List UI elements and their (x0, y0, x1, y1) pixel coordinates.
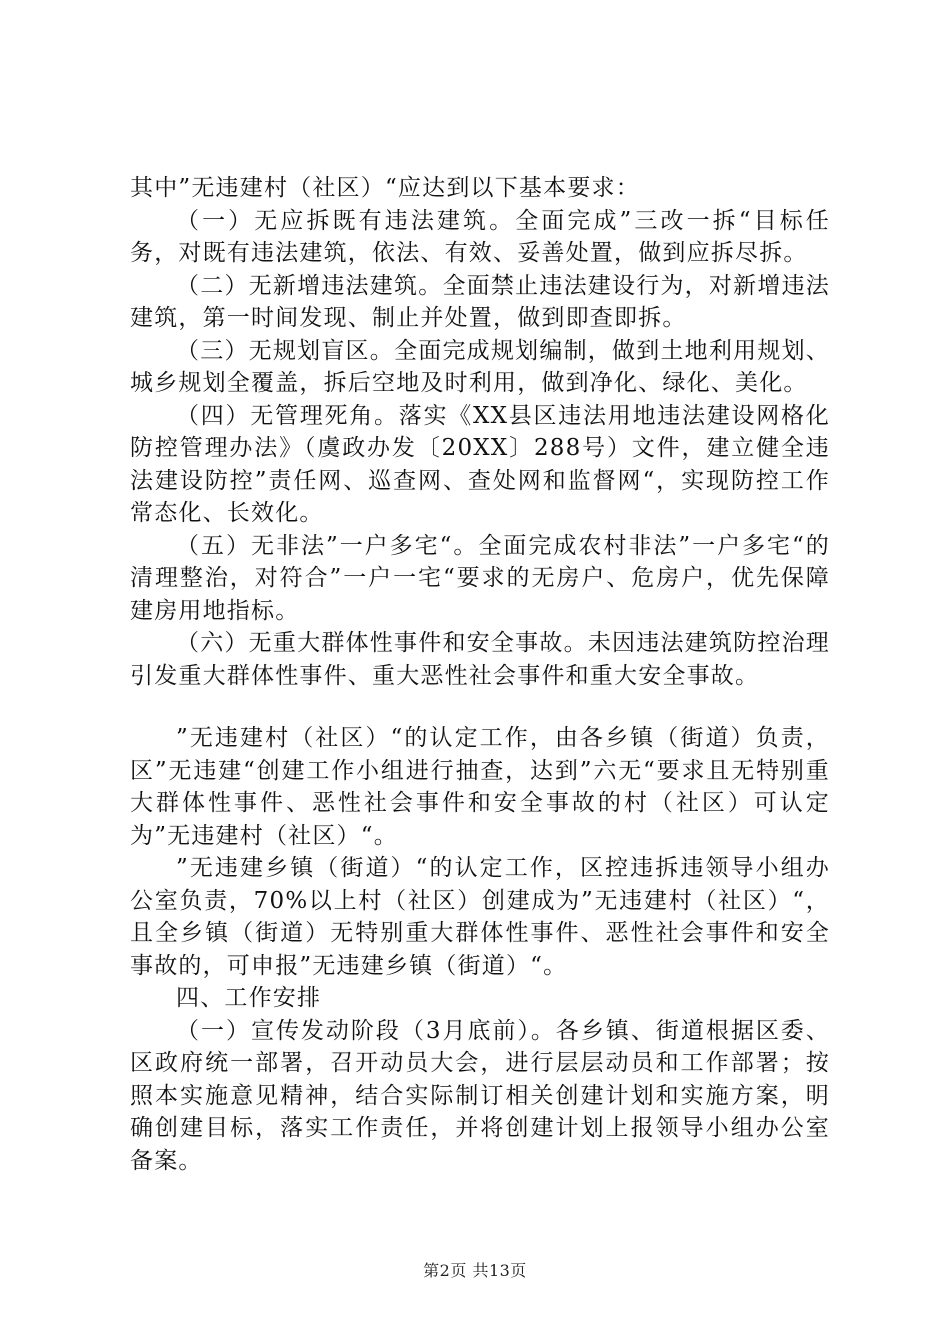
paragraph-item-4: （四）无管理死角。落实《XX县区违法用地违法建设网格化防控管理办法》（虞政办发〔20XX〕288号）文件，建立健全违法建设防控”责任网、巡查网、查处网和监督网“，实现防控工作常态化、长效化。 (130, 402, 830, 526)
paragraph-item-1: （一）无应拆既有违法建筑。全面完成”三改一拆“目标任务，对既有违法建筑，依法、有效、妥善处置，做到应拆尽拆。 (130, 207, 830, 266)
section-heading-work-arrangement: 四、工作安排 (176, 985, 322, 1011)
paragraph-item-2: （二）无新增违法建筑。全面禁止违法建设行为，对新增违法建筑，第一时间发现、制止并处置，做到即查即拆。 (130, 272, 830, 331)
paragraph-town-certification: ”无违建乡镇（街道）“的认定工作，区控违拆违领导小组办公室负责，70%以上村（社区）创建成为”无违建村（社区）“，且全乡镇（街道）无特别重大群体性事件、恶性社会事件和安全事故的，可申报”无违建乡镇（街道）“。 (130, 855, 830, 979)
page-number-footer: 第2页 共13页 (423, 1261, 527, 1280)
paragraph-intro: 其中”无违建村（社区）“应达到以下基本要求： (130, 175, 640, 201)
paragraph-item-5: （五）无非法”一户多宅“。全面完成农村非法”一户多宅“的清理整治，对符合”一户一宅“要求的无房户、危房户，优先保障建房用地指标。 (130, 532, 830, 624)
paragraph-village-certification: ”无违建村（社区）“的认定工作，由各乡镇（街道）负责，区”无违建“创建工作小组进行抽查，达到”六无“要求且无特别重大群体性事件、恶性社会事件和安全事故的村（社区）可认定为”无违建村（社区）“。 (130, 725, 830, 849)
paragraph-item-3: （三）无规划盲区。全面完成规划编制，做到土地利用规划、城乡规划全覆盖，拆后空地及时利用，做到净化、绿化、美化。 (130, 337, 830, 396)
paragraph-publicity-stage: （一）宣传发动阶段（3月底前）。各乡镇、街道根据区委、区政府统一部署，召开动员大会，进行层层动员和工作部署；按照本实施意见精神，结合实际制订相关创建计划和实施方案，明确创建目标，落实工作责任，并将创建计划上报领导小组办公室备案。 (130, 1017, 830, 1174)
document-body (130, 172, 830, 1177)
paragraph-item-6: （六）无重大群体性事件和安全事故。未因违法建筑防控治理引发重大群体性事件、重大恶性社会事件和重大安全事故。 (130, 630, 830, 689)
